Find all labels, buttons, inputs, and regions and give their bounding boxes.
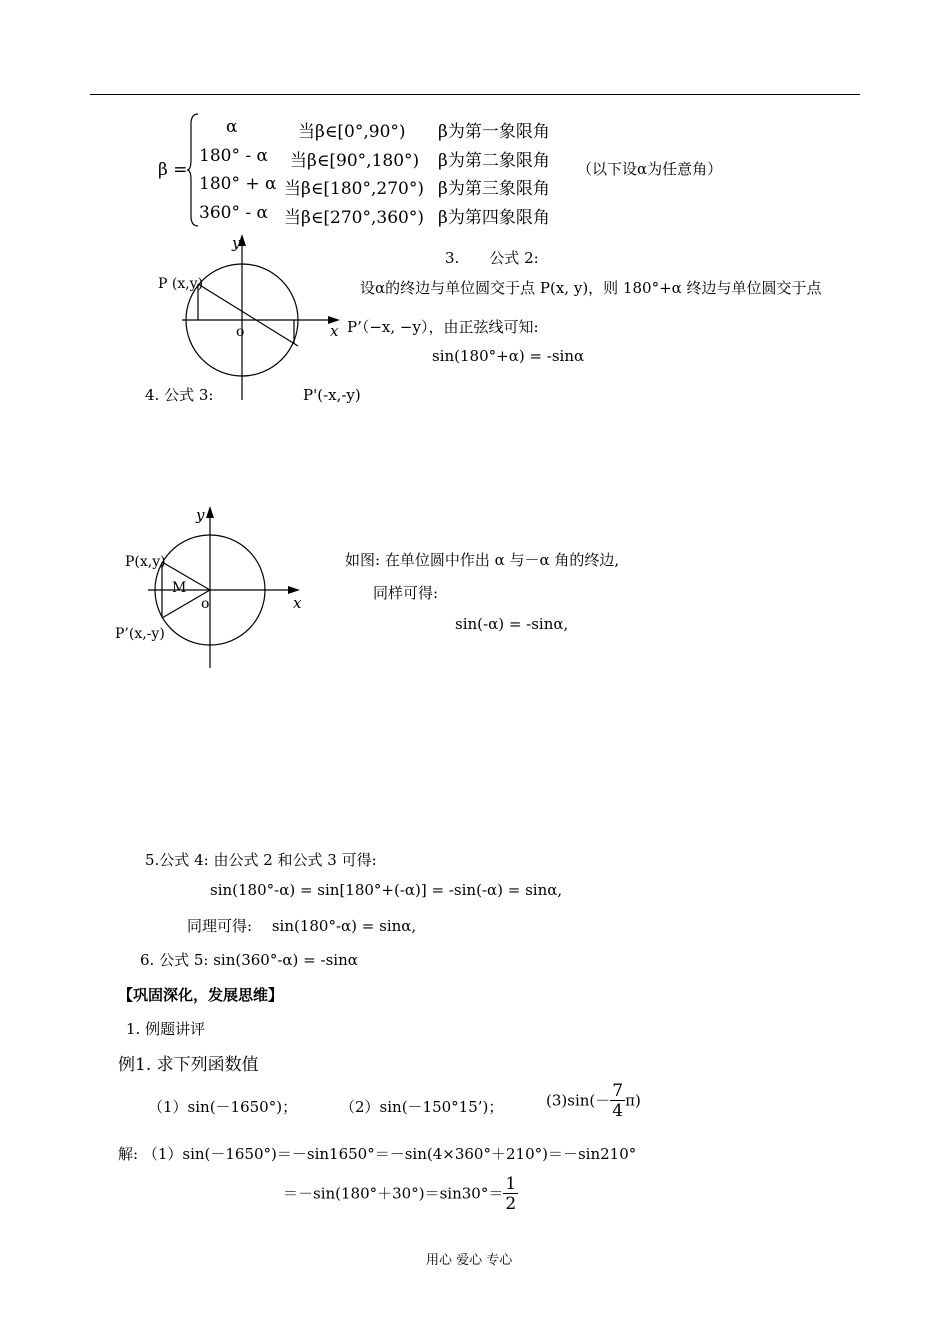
solution-line2-text: ＝－sin(180°＋30°)＝sin30°＝	[283, 1184, 504, 1203]
fraction-denominator: 2	[505, 1194, 517, 1214]
unit-circle-diagram-1	[140, 228, 370, 408]
point-m-label: M	[172, 580, 187, 596]
example-title: 例1. 求下列函数值	[118, 1055, 259, 1075]
case-desc-1: β为第一象限角	[438, 122, 550, 142]
origin-label: o	[236, 324, 245, 340]
question-3-prefix: (3)sin(－	[546, 1091, 611, 1110]
case-expr-2: 180° - α	[199, 146, 268, 166]
fraction-7-4	[610, 1083, 625, 1120]
formula3-heading: 4. 公式 3:	[145, 386, 214, 404]
formula2-line2: P’（−x, −y），由正弦线可知:	[347, 318, 539, 336]
point-p-label: P (x,y)	[158, 276, 204, 292]
formula4-heading: 5.公式 4: 由公式 2 和公式 3 可得:	[145, 851, 377, 869]
formula2-heading: 3. 公式 2:	[445, 249, 539, 267]
subsection-1: 1. 例题讲评	[126, 1020, 206, 1038]
case-desc-2: β为第二象限角	[438, 151, 550, 171]
formula3-line1: 如图: 在单位圆中作出 α 与－α 角的终边,	[345, 551, 620, 569]
formula4-line1: sin(180°-α) = sin[180°+(-α)] = -sin(-α) = sinα,	[210, 881, 563, 899]
question-2: （2）sin(－150°15’)；	[340, 1098, 504, 1116]
piecewise-lhs: β =	[158, 160, 188, 180]
section-title: 【巩固深化，发展思维】	[118, 986, 284, 1004]
question-3-suffix: π)	[625, 1091, 641, 1110]
unit-circle-diagram-2	[110, 500, 310, 672]
question-3	[546, 1083, 641, 1120]
formula5: 6. 公式 5: sin(360°-α) = -sinα	[140, 951, 358, 969]
fraction-1-2	[503, 1176, 518, 1213]
case-cond-3: 当β∈[180°,270°)	[284, 179, 424, 199]
formula3-line3: sin(-α) = -sinα,	[455, 615, 569, 633]
point-p2-label-2: P’(x,-y)	[115, 626, 165, 642]
header-rule	[90, 94, 860, 95]
case-cond-2: 当β∈[90°,180°)	[290, 151, 420, 171]
formula2-line1: 设α的终边与单位圆交于点 P(x, y)，则 180°+α 终边与单位圆交于点	[360, 279, 822, 297]
case-desc-3: β为第三象限角	[438, 179, 550, 199]
y-axis-label: y	[232, 234, 241, 252]
case-expr-4: 360° - α	[199, 203, 268, 223]
formula2-line3: sin(180°+α) = -sinα	[432, 347, 585, 365]
case-expr-1: α	[226, 117, 238, 137]
solution-line1: 解: （1）sin(－1650°)＝－sin1650°＝－sin(4×360°＋210°)＝－sin210°	[118, 1145, 637, 1163]
case-cond-4: 当β∈[270°,360°)	[284, 208, 424, 228]
case-expr-3: 180° + α	[199, 174, 277, 194]
point-p-label-2: P(x,y)	[125, 554, 166, 570]
x-axis-label-2: x	[293, 594, 302, 612]
left-brace-icon	[186, 112, 200, 228]
solution-line2	[283, 1176, 518, 1213]
formula3-line2: 同样可得:	[373, 584, 439, 602]
fraction-numerator: 1	[505, 1174, 517, 1194]
y-axis-label-2: y	[196, 506, 205, 524]
x-axis-label: x	[330, 322, 339, 340]
origin-label-2: o	[201, 596, 210, 612]
case-cond-1: 当β∈[0°,90°)	[298, 122, 406, 142]
page-footer: 用心 爱心 专心	[426, 1253, 513, 1268]
fraction-numerator: 7	[612, 1081, 624, 1101]
piecewise-note: （以下设α为任意角）	[577, 160, 723, 178]
point-p2-label: P'(-x,-y)	[303, 386, 361, 404]
case-desc-4: β为第四象限角	[438, 208, 550, 228]
fraction-denominator: 4	[612, 1101, 624, 1121]
formula4-line2: 同理可得: sin(180°-α) = sinα,	[187, 917, 417, 935]
question-1: （1）sin(－1650°)；	[148, 1098, 298, 1116]
